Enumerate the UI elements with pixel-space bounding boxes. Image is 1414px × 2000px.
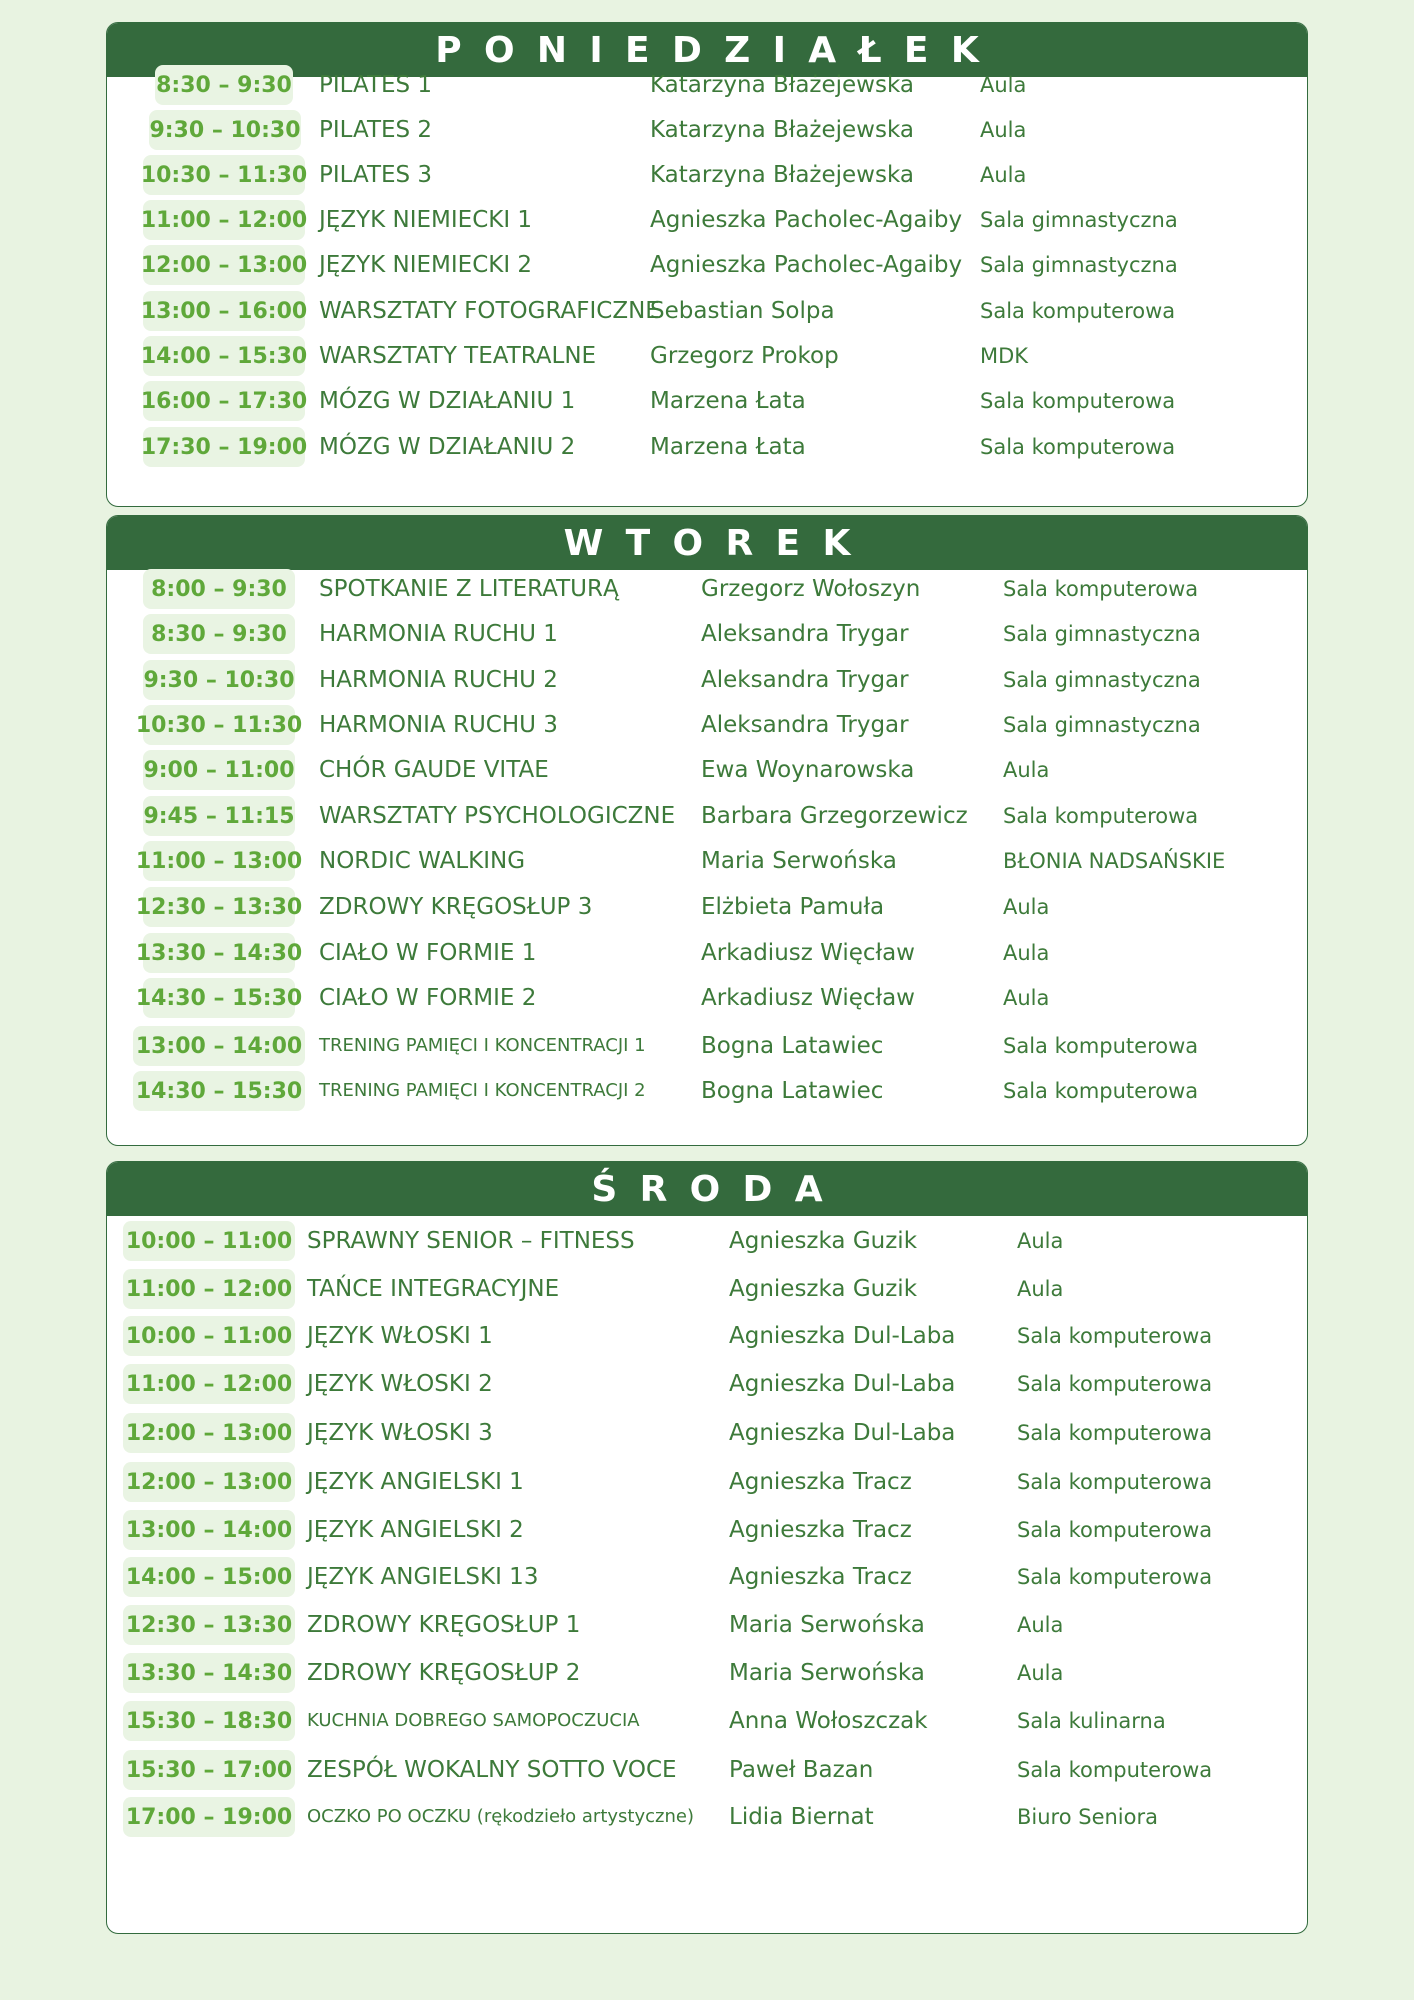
room-name: Sala gimnastyczna (980, 208, 1178, 232)
room-name: Aula (1003, 986, 1050, 1010)
schedule-row (107, 1605, 1307, 1645)
room-name: Biuro Seniora (1017, 1805, 1158, 1829)
room-name: Sala gimnastyczna (1003, 668, 1201, 692)
time-badge: 12:30 – 13:30 (123, 1605, 295, 1645)
instructor-name: Agnieszka Dul-Laba (729, 1420, 956, 1446)
activity-name: JĘZYK WŁOSKI 2 (307, 1371, 493, 1397)
room-name: Aula (1017, 1613, 1064, 1637)
activity-name: PILATES 1 (319, 72, 433, 98)
time-badge: 11:00 – 12:00 (123, 1364, 295, 1404)
activity-name: CHÓR GAUDE VITAE (319, 757, 549, 783)
schedule-row (107, 841, 1307, 881)
schedule-row (107, 1071, 1307, 1111)
time-badge: 9:30 – 10:30 (143, 660, 295, 700)
instructor-name: Agnieszka Tracz (729, 1564, 912, 1590)
room-name: Aula (980, 73, 1027, 97)
schedule-row (107, 1462, 1307, 1502)
time-badge: 10:30 – 11:30 (143, 705, 295, 745)
instructor-name: Katarzyna Błażejewska (650, 162, 914, 188)
instructor-name: Aleksandra Trygar (701, 712, 909, 738)
room-name: Aula (1003, 895, 1050, 919)
instructor-name: Paweł Bazan (729, 1757, 874, 1783)
time-badge: 13:00 – 14:00 (123, 1510, 295, 1550)
time-badge: 9:45 – 11:15 (143, 796, 295, 836)
time-badge: 11:00 – 12:00 (143, 200, 305, 240)
day-block-wednesday (106, 1161, 1308, 1934)
time-badge: 14:30 – 15:30 (133, 1071, 305, 1111)
activity-name: SPOTKANIE Z LITERATURĄ (319, 576, 619, 602)
room-name: BŁONIA NADSAŃSKIE (1003, 849, 1226, 873)
instructor-name: Agnieszka Dul-Laba (729, 1371, 956, 1397)
day-title: PONIEDZIAŁEK (107, 23, 1307, 77)
instructor-name: Ewa Woynarowska (701, 757, 915, 783)
schedule-row (107, 1221, 1307, 1261)
schedule-row (107, 614, 1307, 654)
day-block-monday (106, 22, 1308, 507)
instructor-name: Maria Serwońska (729, 1612, 925, 1638)
schedule-row (107, 1510, 1307, 1550)
activity-name: ZDROWY KRĘGOSŁUP 2 (307, 1660, 581, 1686)
activity-name: WARSZTATY PSYCHOLOGICZNE (319, 803, 676, 829)
time-badge: 15:30 – 17:00 (123, 1750, 295, 1790)
room-name: Sala komputerowa (980, 435, 1176, 459)
activity-name: TRENING PAMIĘCI I KONCENTRACJI 2 (319, 1080, 646, 1101)
time-badge: 13:30 – 14:30 (123, 1653, 295, 1693)
instructor-name: Aleksandra Trygar (701, 667, 909, 693)
room-name: Aula (1017, 1661, 1064, 1685)
time-badge: 12:30 – 13:30 (143, 887, 295, 927)
time-badge: 15:30 – 18:30 (123, 1701, 295, 1741)
instructor-name: Agnieszka Dul-Laba (729, 1323, 956, 1349)
schedule-row (107, 750, 1307, 790)
instructor-name: Katarzyna Błażejewska (650, 117, 914, 143)
time-badge: 9:00 – 11:00 (143, 750, 295, 790)
schedule-row (107, 381, 1307, 421)
schedule-row (107, 200, 1307, 240)
schedule-row (107, 569, 1307, 609)
time-badge: 8:00 – 9:30 (143, 569, 295, 609)
schedule-row (107, 660, 1307, 700)
activity-name: PILATES 2 (319, 117, 433, 143)
instructor-name: Agnieszka Pacholec-Agaiby (650, 252, 963, 278)
time-badge: 8:30 – 9:30 (155, 65, 293, 105)
activity-name: JĘZYK NIEMIECKI 2 (319, 252, 533, 278)
schedule-row (107, 978, 1307, 1018)
activity-name: JĘZYK WŁOSKI 1 (307, 1323, 493, 1349)
activity-name: JĘZYK WŁOSKI 3 (307, 1420, 493, 1446)
schedule-row (107, 796, 1307, 836)
activity-name: WARSZTATY FOTOGRAFICZNE (319, 298, 660, 324)
room-name: Sala komputerowa (980, 299, 1176, 323)
schedule-row (107, 705, 1307, 745)
schedule-row (107, 110, 1307, 150)
schedule-row (107, 933, 1307, 973)
instructor-name: Maria Serwońska (701, 848, 897, 874)
time-badge: 10:30 – 11:30 (143, 155, 305, 195)
activity-name: TRENING PAMIĘCI I KONCENTRACJI 1 (319, 1035, 646, 1056)
schedule-row (107, 65, 1307, 105)
instructor-name: Agnieszka Pacholec-Agaiby (650, 207, 963, 233)
instructor-name: Sebastian Solpa (650, 298, 835, 324)
instructor-name: Anna Wołoszczak (729, 1708, 928, 1734)
instructor-name: Aleksandra Trygar (701, 621, 909, 647)
room-name: Sala komputerowa (1003, 1079, 1199, 1103)
schedule-row (107, 291, 1307, 331)
room-name: Sala komputerowa (980, 389, 1176, 413)
time-badge: 13:00 – 14:00 (133, 1026, 305, 1066)
room-name: Aula (980, 163, 1027, 187)
schedule-row (107, 1364, 1307, 1404)
instructor-name: Arkadiusz Więcław (701, 940, 915, 966)
activity-name: ZDROWY KRĘGOSŁUP 3 (319, 894, 593, 920)
instructor-name: Agnieszka Tracz (729, 1517, 912, 1543)
instructor-name: Agnieszka Tracz (729, 1469, 912, 1495)
activity-name: ZDROWY KRĘGOSŁUP 1 (307, 1612, 581, 1638)
time-badge: 13:00 – 16:00 (143, 291, 305, 331)
room-name: Aula (1017, 1229, 1064, 1253)
room-name: Sala komputerowa (1017, 1758, 1213, 1782)
time-badge: 14:00 – 15:30 (143, 336, 305, 376)
activity-name: CIAŁO W FORMIE 2 (319, 985, 537, 1011)
time-badge: 10:00 – 11:00 (123, 1316, 295, 1356)
time-badge: 13:30 – 14:30 (143, 933, 295, 973)
instructor-name: Katarzyna Błażejewska (650, 72, 914, 98)
instructor-name: Maria Serwońska (729, 1660, 925, 1686)
activity-name: JĘZYK NIEMIECKI 1 (319, 207, 533, 233)
room-name: MDK (980, 344, 1029, 368)
activity-name: OCZKO PO OCZKU (rękodzieło artystyczne) (307, 1806, 694, 1827)
room-name: Sala komputerowa (1017, 1324, 1213, 1348)
activity-name: JĘZYK ANGIELSKI 13 (307, 1564, 539, 1590)
room-name: Sala komputerowa (1017, 1421, 1213, 1445)
room-name: Aula (1003, 758, 1050, 782)
time-badge: 12:00 – 13:00 (123, 1413, 295, 1453)
instructor-name: Grzegorz Wołoszyn (701, 576, 921, 602)
time-badge: 17:30 – 19:00 (143, 427, 305, 467)
schedule-row (107, 1316, 1307, 1356)
schedule-row (107, 336, 1307, 376)
activity-name: HARMONIA RUCHU 3 (319, 712, 558, 738)
room-name: Sala komputerowa (1017, 1518, 1213, 1542)
schedule-row (107, 1653, 1307, 1693)
time-badge: 12:00 – 13:00 (143, 245, 305, 285)
activity-name: JĘZYK ANGIELSKI 2 (307, 1517, 524, 1543)
instructor-name: Agnieszka Guzik (729, 1276, 918, 1302)
room-name: Aula (1003, 941, 1050, 965)
activity-name: HARMONIA RUCHU 1 (319, 621, 558, 647)
time-badge: 14:30 – 15:30 (143, 978, 295, 1018)
room-name: Sala komputerowa (1017, 1372, 1213, 1396)
activity-name: JĘZYK ANGIELSKI 1 (307, 1469, 524, 1495)
schedule-row (107, 1269, 1307, 1309)
instructor-name: Elżbieta Pamuła (701, 894, 885, 920)
activity-name: TAŃCE INTEGRACYJNE (307, 1276, 560, 1302)
time-badge: 12:00 – 13:00 (123, 1462, 295, 1502)
activity-name: CIAŁO W FORMIE 1 (319, 940, 537, 966)
room-name: Sala komputerowa (1017, 1565, 1213, 1589)
schedule-row (107, 1750, 1307, 1790)
room-name: Sala gimnastyczna (980, 253, 1178, 277)
activity-name: KUCHNIA DOBREGO SAMOPOCZUCIA (307, 1710, 640, 1731)
time-badge: 17:00 – 19:00 (123, 1797, 295, 1837)
instructor-name: Lidia Biernat (729, 1804, 874, 1830)
activity-name: NORDIC WALKING (319, 848, 526, 874)
room-name: Sala komputerowa (1017, 1470, 1213, 1494)
instructor-name: Agnieszka Guzik (729, 1228, 918, 1254)
instructor-name: Grzegorz Prokop (650, 343, 839, 369)
instructor-name: Barbara Grzegorzewicz (701, 803, 968, 829)
activity-name: ZESPÓŁ WOKALNY SOTTO VOCE (307, 1757, 677, 1783)
activity-name: HARMONIA RUCHU 2 (319, 667, 558, 693)
activity-name: MÓZG W DZIAŁANIU 2 (319, 434, 576, 460)
time-badge: 14:00 – 15:00 (123, 1557, 295, 1597)
instructor-name: Arkadiusz Więcław (701, 985, 915, 1011)
instructor-name: Marzena Łata (650, 388, 806, 414)
instructor-name: Bogna Latawiec (701, 1033, 884, 1059)
instructor-name: Marzena Łata (650, 434, 806, 460)
time-badge: 11:00 – 13:00 (143, 841, 295, 881)
schedule-row (107, 1026, 1307, 1066)
activity-name: SPRAWNY SENIOR – FITNESS (307, 1228, 635, 1254)
schedule-row (107, 245, 1307, 285)
schedule-row (107, 1557, 1307, 1597)
activity-name: MÓZG W DZIAŁANIU 1 (319, 388, 576, 414)
schedule-row (107, 1701, 1307, 1741)
room-name: Sala komputerowa (1003, 577, 1199, 601)
instructor-name: Bogna Latawiec (701, 1078, 884, 1104)
room-name: Sala kulinarna (1017, 1709, 1166, 1733)
day-title: ŚRODA (107, 1162, 1307, 1216)
time-badge: 10:00 – 11:00 (123, 1221, 295, 1261)
activity-name: PILATES 3 (319, 162, 433, 188)
schedule-row (107, 155, 1307, 195)
room-name: Sala gimnastyczna (1003, 622, 1201, 646)
schedule-row (107, 887, 1307, 927)
schedule-row (107, 427, 1307, 467)
time-badge: 9:30 – 10:30 (149, 110, 301, 150)
room-name: Sala komputerowa (1003, 1034, 1199, 1058)
time-badge: 11:00 – 12:00 (123, 1269, 295, 1309)
room-name: Sala komputerowa (1003, 804, 1199, 828)
room-name: Aula (1017, 1277, 1064, 1301)
time-badge: 8:30 – 9:30 (143, 614, 295, 654)
day-block-tuesday (106, 515, 1308, 1146)
time-badge: 16:00 – 17:30 (143, 381, 305, 421)
room-name: Aula (980, 118, 1027, 142)
room-name: Sala gimnastyczna (1003, 713, 1201, 737)
schedule-row (107, 1797, 1307, 1837)
schedule-row (107, 1413, 1307, 1453)
activity-name: WARSZTATY TEATRALNE (319, 343, 597, 369)
day-title: WTOREK (107, 516, 1307, 570)
